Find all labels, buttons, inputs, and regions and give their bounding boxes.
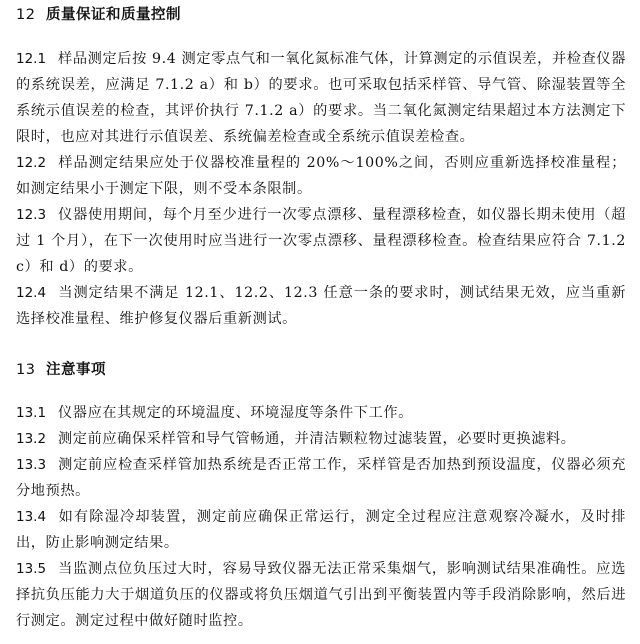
section-title: 质量保证和质量控制 <box>46 7 181 23</box>
clause-text: 当监测点位负压过大时，容易导致仪器无法正常采集烟气，影响测试结果准确性。应选择抗负压能力大于烟道负压的仪器或将负压烟道气引出到平衡装置内等手段消除影响，然后进行测定。测定过程中做好随时监控。 <box>16 561 626 629</box>
clause-13-5 <box>16 556 626 634</box>
clause-text: 测定前应确保采样管和导气管畅通，并清洁颗粒物过滤装置，必要时更换滤料。 <box>58 431 576 447</box>
clause-number: 13.2 <box>16 431 47 447</box>
section-number: 12 <box>16 7 36 23</box>
clause-12-4 <box>16 280 626 332</box>
clause-number: 13.1 <box>16 405 47 421</box>
clause-13-3 <box>16 452 626 504</box>
clause-text: 测定前应检查采样管加热系统是否正常工作，采样管是否加热到预设温度，仪器必须充分地预热。 <box>16 457 626 499</box>
clause-12-1 <box>16 46 626 150</box>
clause-13-2 <box>16 426 626 452</box>
clause-text: 如有除湿冷却装置，测定前应确保正常运行，测定全过程应注意观察冷凝水，及时排出，防止影响测定结果。 <box>16 509 626 551</box>
clause-text: 样品测定后按 9.4 测定零点气和一氧化氮标准气体，计算测定的示值误差，并检查仪器的系统误差，应满足 7.1.2 a）和 b）的要求。也可采取包括采样管、导气管、除湿装置等全系统示值误差的检查，其评价执行 7.1.2 a）的要求。当二氧化氮测定结果超过本方法测定下限时，也应对其进行示值误差、系统偏差检查或全系统示值误差检查。 <box>16 51 626 145</box>
clause-number: 13.3 <box>16 457 47 473</box>
clause-text: 当测定结果不满足 12.1、12.2、12.3 任意一条的要求时，测试结果无效，应当重新选择校准量程、维护修复仪器后重新测试。 <box>16 285 626 327</box>
clause-number: 12.2 <box>16 155 47 171</box>
clause-13-1 <box>16 400 626 426</box>
section-title: 注意事项 <box>46 362 106 378</box>
clause-text: 样品测定结果应处于仪器校准量程的 20%～100%之间，否则应重新选择校准量程；如测定结果小于测定下限，则不受本条限制。 <box>16 155 626 197</box>
clause-number: 12.4 <box>16 285 47 301</box>
clause-number: 13.4 <box>16 509 47 525</box>
clause-13-4 <box>16 504 626 556</box>
clause-number: 12.1 <box>16 51 47 67</box>
clause-12-2 <box>16 150 626 202</box>
clause-text: 仪器使用期间，每个月至少进行一次零点漂移、量程漂移检查，如仪器长期未使用（超过 1 个月），在下一次使用时应当进行一次零点漂移、量程漂移检查。检查结果应符合 7.1.2 c）和 d）的要求。 <box>16 207 626 275</box>
section-number: 13 <box>16 362 36 378</box>
clause-12-3 <box>16 202 626 280</box>
clause-number: 12.3 <box>16 207 47 223</box>
clause-number: 13.5 <box>16 561 47 577</box>
section-heading-12 <box>16 3 181 24</box>
section-heading-13 <box>16 358 106 379</box>
clause-text: 仪器应在其规定的环境温度、环境湿度等条件下工作。 <box>58 405 413 421</box>
